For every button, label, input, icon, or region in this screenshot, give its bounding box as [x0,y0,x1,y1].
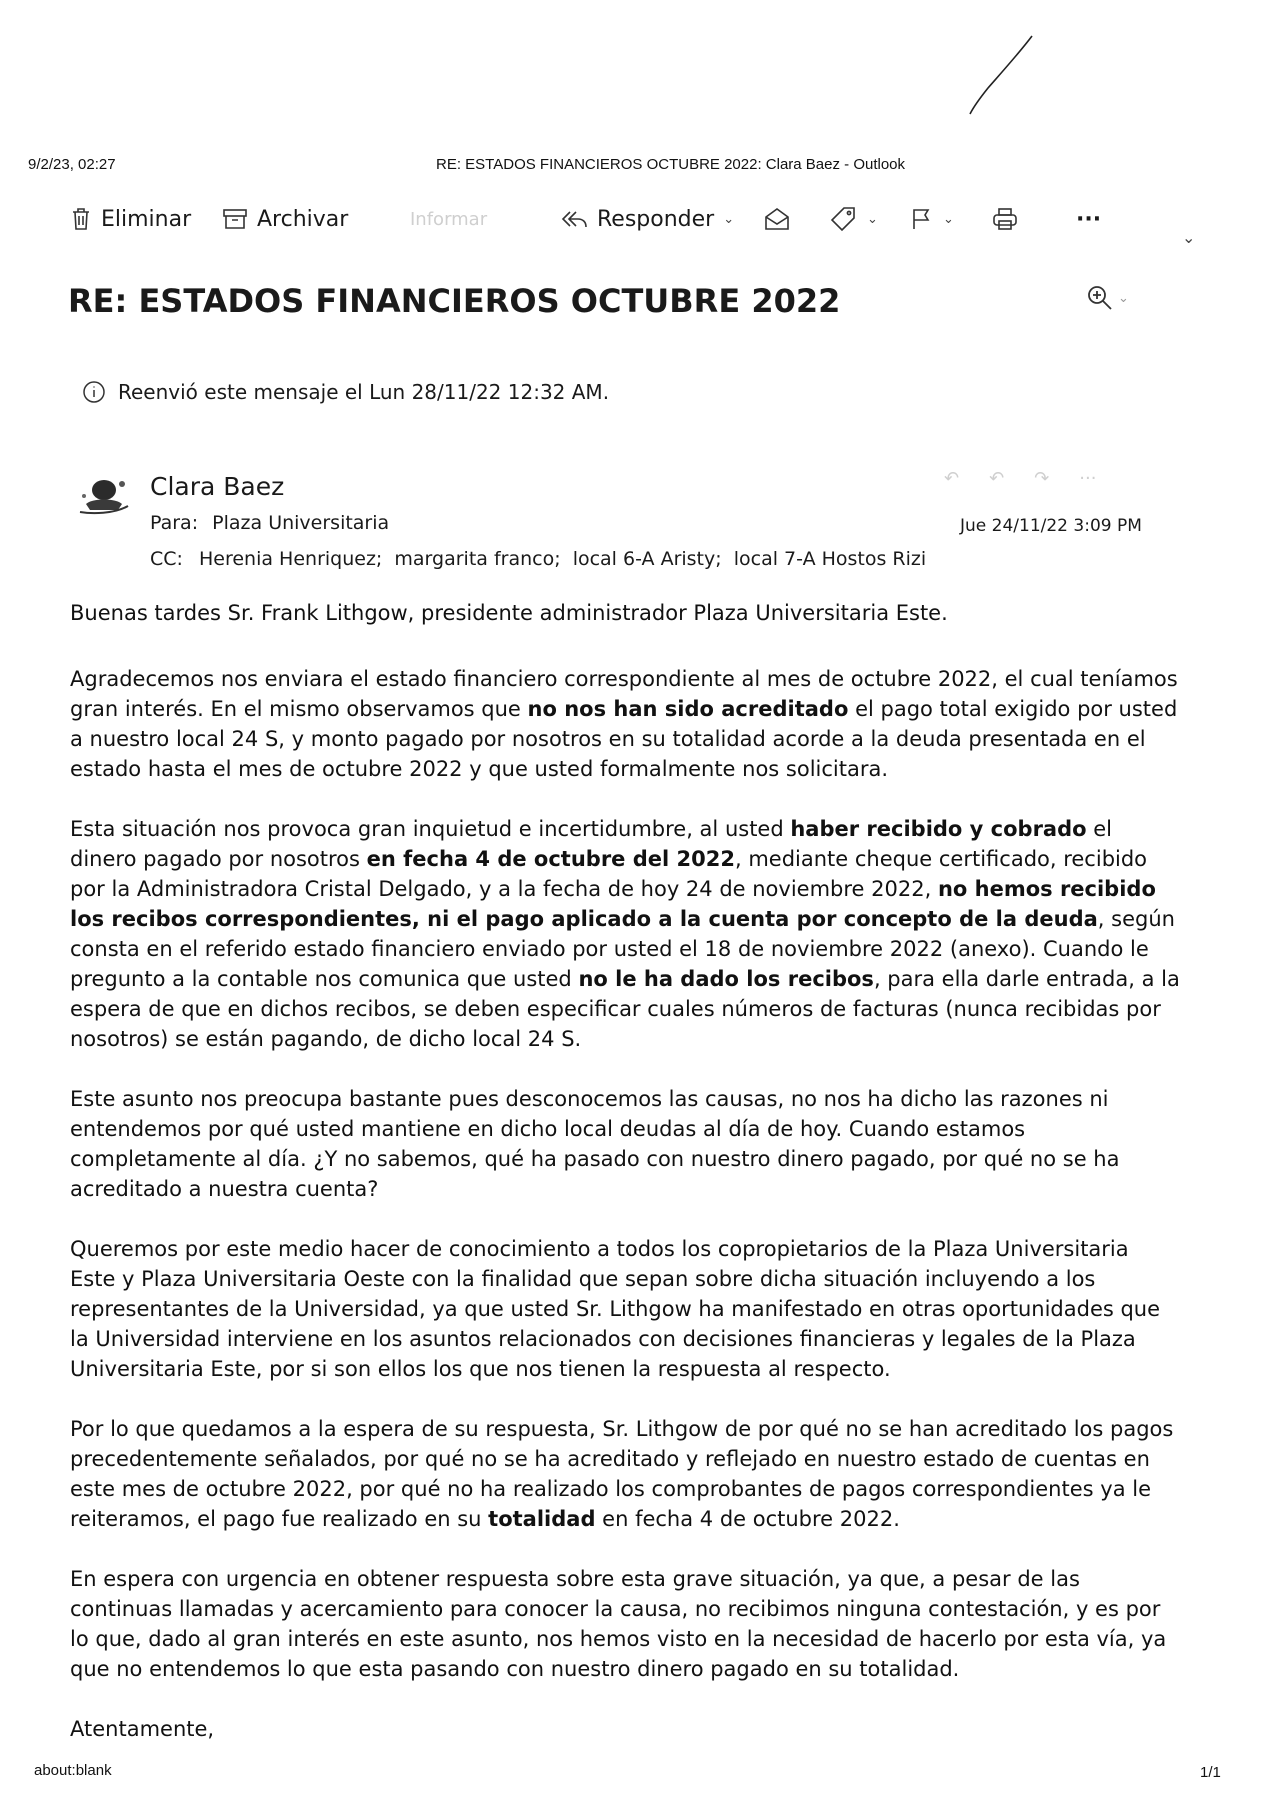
tag-icon [830,206,858,232]
zoom-button[interactable] [1086,284,1129,312]
mark-read-button[interactable] [764,198,790,240]
delete-label: Eliminar [101,206,192,232]
to-label: Para: [150,512,199,534]
message-body [70,598,1180,1774]
flag-icon [910,207,934,231]
print-url: about:blank [34,1762,112,1779]
cc-label: CC: [150,548,183,570]
trash-icon [70,207,92,231]
more-actions-button[interactable] [1076,198,1101,240]
toolbar-expand-chevron-icon[interactable]: ⌄ [1182,228,1196,247]
reply-chevron-down-icon[interactable]: ⌄ [723,211,735,227]
info-icon [82,380,106,404]
to-line [150,512,389,534]
avatar[interactable] [72,468,136,532]
more-small-icon[interactable]: ··· [1079,468,1097,489]
zoom-chevron-down-icon: ⌄ [1118,290,1129,306]
flag-button[interactable] [910,198,954,240]
body-paragraph-2: Esta situación nos provoca gran inquietud e incertidumbre, al usted haber recibido y cobrado el dinero pagado por nosotros en fecha 4 de octubre del 2022, mediante cheque certificado, recibido por la Administradora Cristal Delgado, y a la fecha de hoy 24 de noviembre 2022, no hemos recibido los recibos correspondientes, ni el pago aplicado a la cuenta por concepto de la deuda, según consta en el referido estado financiero enviado por usted el 18 de noviembre 2022 (anexo). Cuando le pregunto a la contable nos comunica que usted no le ha dado los recibos, para ella darle entrada, a la espera de que en dichos recibos, se deben especificar cuales números de facturas (nunca recibidas por nosotros) se están pagando, de dicho local 24 S. [70,817,1180,1051]
reply-label: Responder [597,206,715,232]
reply-all-icon [560,209,588,229]
archive-icon [222,208,248,230]
body-paragraph-5: Por lo que quedamos a la espera de su respuesta, Sr. Lithgow de por qué no se han acreditado los pagos precedentemente señalados, por qué no se ha acreditado y reflejado en nuestro estado de cuentas en este mes de octubre 2022, por qué no ha realizado los comprobantes de pagos correspondientes ya le reiteramos, el pago fue realizado en su totalidad en fecha 4 de octubre 2022. [70,1417,1174,1531]
reply-all-small-icon[interactable]: ↶ [989,468,1005,489]
reply-button[interactable] [560,198,734,240]
reply-icon[interactable]: ↶ [944,468,960,489]
print-icon [992,207,1018,231]
greeting-paragraph: Buenas tardes Sr. Frank Lithgow, presidente administrador Plaza Universitaria Este. [70,601,948,625]
tag-chevron-down-icon[interactable]: ⌄ [867,211,878,227]
cc-line [150,548,926,570]
body-paragraph-1: Agradecemos nos enviara el estado financiero correspondiente al mes de octubre 2022, el cual teníamos gran interés. En el mismo observamos que no nos han sido acreditado el pago total exigido por usted a nuestro local 24 S, y monto pagado por nosotros en su totalidad acorde a la deuda presentada en el estado hasta el mes de octubre 2022 y que usted formalmente nos solicitara. [70,667,1178,781]
forward-notice [82,380,609,404]
report-button[interactable] [410,198,487,240]
envelope-open-icon [764,207,790,231]
flag-chevron-down-icon[interactable]: ⌄ [943,211,954,227]
body-paragraph-3: Este asunto nos preocupa bastante pues desconocemos las causas, no nos ha dicho las razones ni entendemos por qué usted mantiene en dicho local deudas al día de hoy. Cuando estamos completamente al día. ¿Y no sabemos, qué ha pasado con nuestro dinero pagado, por qué no se ha acreditado a nuestra cuenta? [70,1087,1120,1201]
tag-button[interactable] [830,198,878,240]
archive-button[interactable] [222,198,348,240]
message-actions [944,468,1096,489]
forward-notice-text: Reenvió este mensaje el Lun 28/11/22 12:32 AM. [118,380,610,404]
more-icon: ··· [1076,206,1102,232]
report-label: Informar [410,208,488,230]
print-timestamp: 9/2/23, 02:27 [28,156,116,173]
print-window-title: RE: ESTADOS FINANCIEROS OCTUBRE 2022: Clara Baez - Outlook [436,156,906,173]
message-toolbar [66,198,1116,240]
forward-icon[interactable]: ↷ [1034,468,1050,489]
message-date: Jue 24/11/22 3:09 PM [960,516,1142,536]
print-button[interactable] [992,198,1018,240]
message-subject: RE: ESTADOS FINANCIEROS OCTUBRE 2022 [68,282,841,320]
to-recipient[interactable]: Plaza Universitaria [212,512,390,534]
body-paragraph-6: En espera con urgencia en obtener respuesta sobre esta grave situación, ya que, a pesar de las continuas llamadas y acercamiento para conocer la causa, no recibimos ninguna contestación, y es por lo que, dado al gran interés en este asunto, nos hemos visto en la necesidad de hacerlo por esta vía, ya que no entendemos lo que esta pasando con nuestro dinero pagado en su totalidad. [70,1567,1167,1681]
zoom-icon [1086,284,1114,312]
sender-name[interactable]: Clara Baez [150,472,285,501]
closing: Atentamente, [70,1717,215,1741]
archive-label: Archivar [257,206,349,232]
body-paragraph-4: Queremos por este medio hacer de conocimiento a todos los copropietarios de la Plaza Universitaria Este y Plaza Universitaria Oeste con la finalidad que sepan sobre dicha situación incluyendo a los representantes de la Universidad, ya que usted Sr. Lithgow ha manifestado en otras oportunidades que la Universidad interviene en los asuntos relacionados con decisiones financieras y legales de la Plaza Universitaria Este, por si son ellos los que nos tienen la respuesta al respecto. [70,1237,1161,1381]
pen-mark [940,30,1040,120]
print-page-number: 1/1 [1200,1764,1221,1781]
cc-recipients[interactable]: Herenia Henriquez; margarita franco; local 6-A Aristy; local 7-A Hostos Rizi [198,548,927,570]
delete-button[interactable] [70,198,191,240]
